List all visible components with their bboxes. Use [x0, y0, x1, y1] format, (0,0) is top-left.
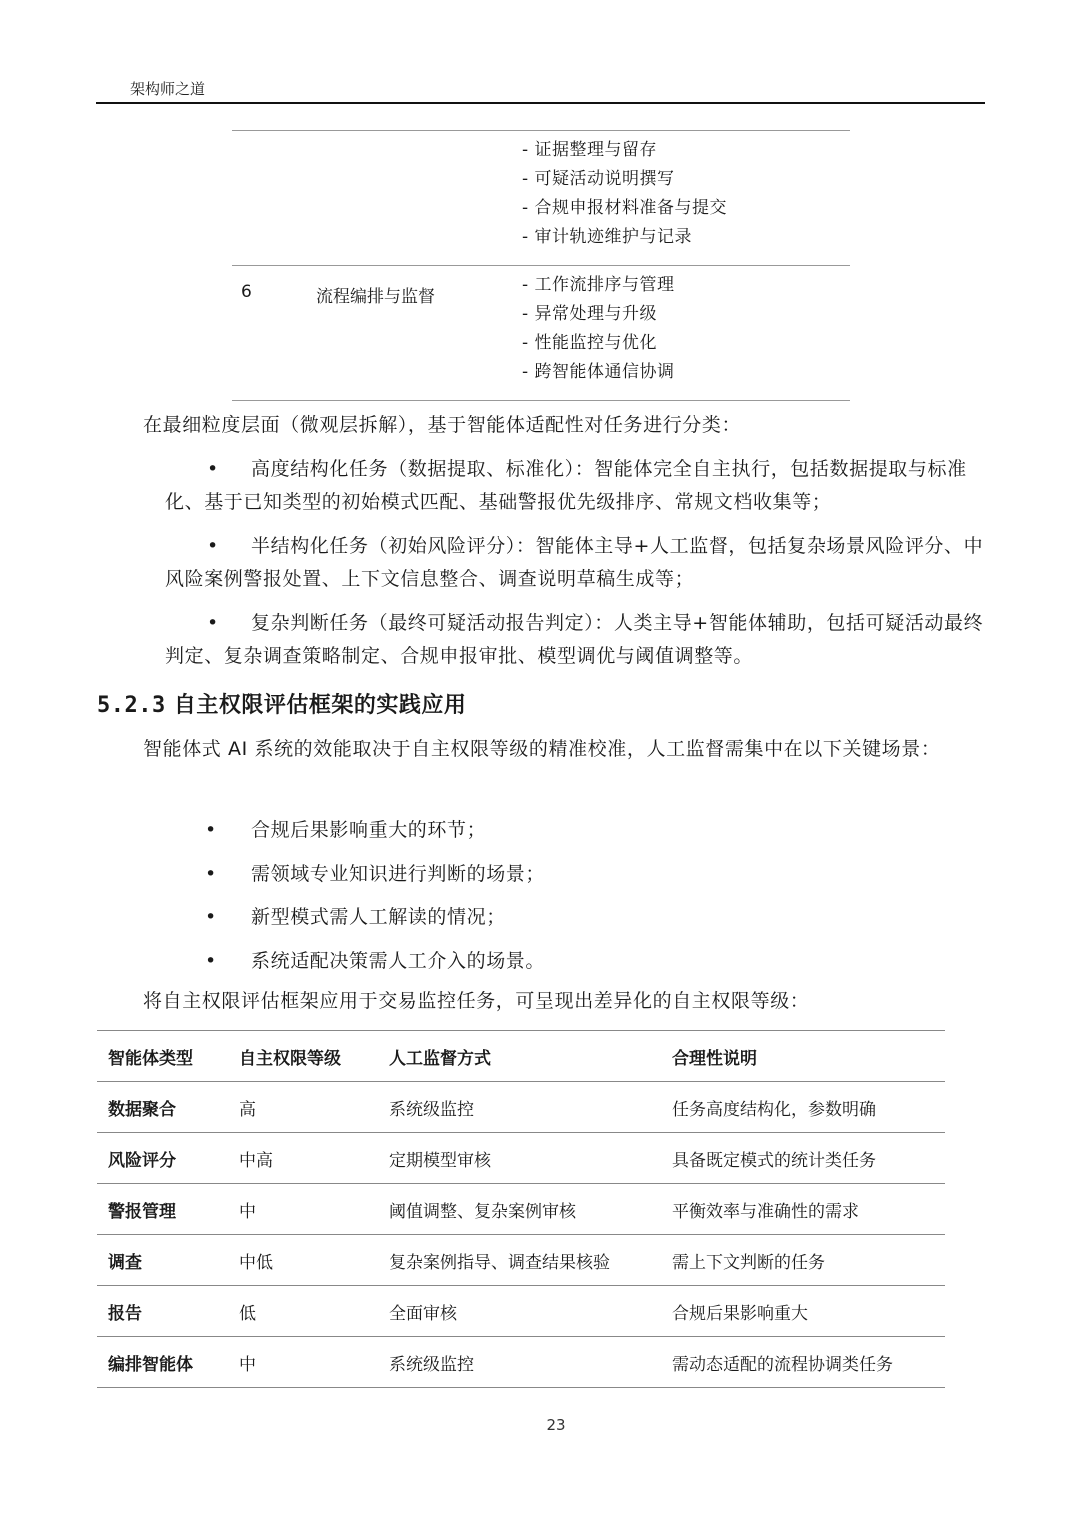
- oversight-cell: 复杂案例指导、调查结果核验: [389, 1235, 672, 1286]
- list-item: - 跨智能体通信协调: [522, 358, 850, 387]
- table-row: [232, 265, 850, 401]
- scenario-bullet: [205, 815, 486, 842]
- bullet-dot-icon: •: [207, 458, 219, 480]
- header-divider: [96, 102, 985, 104]
- oversight-cell: 定期模型审核: [389, 1133, 672, 1184]
- rationale-cell: 任务高度结构化，参数明确: [672, 1082, 945, 1133]
- bullet-text: 系统适配决策需人工介入的场景。: [251, 950, 546, 972]
- oversight-cell: 系统级监控: [389, 1082, 672, 1133]
- rationale-cell: 平衡效率与准确性的需求: [672, 1184, 945, 1235]
- agent-type-cell: 编排智能体: [97, 1337, 239, 1388]
- rationale-cell: 需动态适配的流程协调类任务: [672, 1337, 945, 1388]
- bullet-text: 高度结构化任务（数据提取、标准化）：智能体完全自主执行，包括数据提取与标准化、基于已知类型的初始模式匹配、基础警报优先级排序、常规文档收集等；: [165, 458, 967, 513]
- rationale-cell: 需上下文判断的任务: [672, 1235, 945, 1286]
- column-header: 自主权限等级: [239, 1031, 389, 1082]
- autonomy-table: [97, 1030, 945, 1388]
- autonomy-level-cell: 中: [239, 1184, 389, 1235]
- agent-type-cell: 警报管理: [97, 1184, 239, 1235]
- bullet-dot-icon: •: [205, 950, 217, 972]
- list-item: - 审计轨迹维护与记录: [522, 223, 850, 252]
- bullet-dot-icon: •: [205, 819, 217, 841]
- bullet-complex: [165, 607, 985, 673]
- task-breakdown-table: [232, 130, 850, 401]
- agent-type-cell: 报告: [97, 1286, 239, 1337]
- autonomy-level-cell: 高: [239, 1082, 389, 1133]
- scenario-bullet: [205, 946, 545, 973]
- bullet-text: 合规后果影响重大的环节；: [251, 819, 487, 841]
- table-row: [232, 130, 850, 265]
- rationale-cell: 具备既定模式的统计类任务: [672, 1133, 945, 1184]
- bullet-dot-icon: •: [205, 863, 217, 885]
- bullet-text: 新型模式需人工解读的情况；: [251, 906, 506, 928]
- agent-type-cell: 风险评分: [97, 1133, 239, 1184]
- row-number: 6: [241, 282, 252, 302]
- bullet-semi-structured: [165, 530, 985, 596]
- table-row: [97, 1337, 945, 1388]
- table-row: [97, 1184, 945, 1235]
- column-header: 人工监督方式: [389, 1031, 672, 1082]
- scenario-bullet: [205, 902, 506, 929]
- list-item: - 合规申报材料准备与提交: [522, 194, 850, 223]
- table-header-row: [97, 1031, 945, 1082]
- table-row: [97, 1286, 945, 1337]
- page-header-title: 架构师之道: [130, 80, 206, 98]
- section-number: 5.2.3: [97, 693, 166, 718]
- bullet-dot-icon: •: [205, 906, 217, 928]
- table-row: [97, 1133, 945, 1184]
- row-name: 流程编排与监督: [316, 287, 435, 307]
- list-item: - 异常处理与升级: [522, 300, 850, 329]
- section-heading: [97, 688, 466, 719]
- oversight-cell: 全面审核: [389, 1286, 672, 1337]
- autonomy-level-cell: 中低: [239, 1235, 389, 1286]
- scenario-bullet: [205, 859, 545, 886]
- bullet-text: 复杂判断任务（最终可疑活动报告判定）：人类主导+智能体辅助，包括可疑活动最终判定、复杂调查策略制定、合规申报审批、模型调优与阈值调整等。: [165, 612, 984, 667]
- bullet-text: 需领域专业知识进行判断的场景；: [251, 863, 546, 885]
- page-number: 23: [546, 1416, 566, 1434]
- list-item: - 可疑活动说明撰写: [522, 165, 850, 194]
- agent-type-cell: 数据聚合: [97, 1082, 239, 1133]
- bullet-dot-icon: •: [207, 535, 219, 557]
- column-header: 合理性说明: [672, 1031, 945, 1082]
- list-item: - 证据整理与留存: [522, 136, 850, 165]
- task-list: [232, 131, 850, 265]
- table-row: [97, 1235, 945, 1286]
- table-intro: 将自主权限评估框架应用于交易监控任务，可呈现出差异化的自主权限等级：: [143, 990, 810, 1012]
- column-header: 智能体类型: [97, 1031, 239, 1082]
- micro-level-intro: 在最细粒度层面（微观层拆解），基于智能体适配性对任务进行分类：: [143, 414, 742, 436]
- autonomy-level-cell: 低: [239, 1286, 389, 1337]
- autonomy-level-cell: 中: [239, 1337, 389, 1388]
- bullet-text: 半结构化任务（初始风险评分）：智能体主导+人工监督，包括复杂场景风险评分、中风险案例警报处置、上下文信息整合、调查说明草稿生成等；: [165, 535, 984, 590]
- bullet-dot-icon: •: [207, 612, 219, 634]
- list-item: - 性能监控与优化: [522, 329, 850, 358]
- bullet-structured: [165, 453, 985, 519]
- oversight-cell: 系统级监控: [389, 1337, 672, 1388]
- oversight-cell: 阈值调整、复杂案例审核: [389, 1184, 672, 1235]
- agent-type-cell: 调查: [97, 1235, 239, 1286]
- list-item: - 工作流排序与管理: [522, 271, 850, 300]
- table-row: [97, 1082, 945, 1133]
- section-intro: 智能体式 AI 系统的效能取决于自主权限等级的精准校准，人工监督需集中在以下关键场景：: [143, 738, 941, 760]
- rationale-cell: 合规后果影响重大: [672, 1286, 945, 1337]
- autonomy-level-cell: 中高: [239, 1133, 389, 1184]
- section-title: 自主权限评估框架的实践应用: [173, 693, 467, 718]
